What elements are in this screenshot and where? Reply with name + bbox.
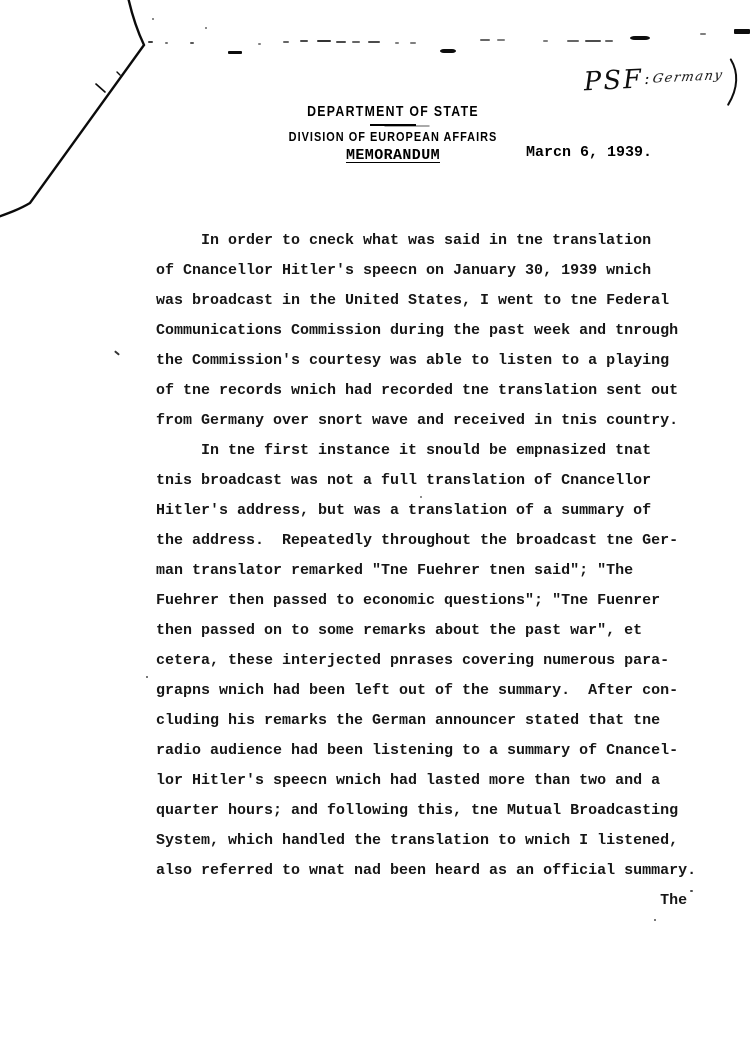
scan-speck [352, 41, 360, 43]
memo-line: tnis broadcast was not a full translation of Cnancellor [156, 472, 652, 489]
memo-line: the Commission's courtesy was able to listen to a playing [156, 352, 670, 369]
scan-speck [480, 39, 490, 41]
scan-speck [146, 676, 148, 678]
memo-line: lor Hitler's speecn wnich had lasted more than two and a [156, 772, 661, 789]
scan-speck [410, 42, 416, 44]
memo-line: cetera, these interjected pnrases covering numerous para- [156, 652, 670, 669]
memo-line: Fuehrer then passed to economic questions"; "Tne Fuenrer [156, 592, 661, 609]
scan-speck [258, 43, 261, 45]
scan-speck [395, 42, 399, 44]
memo-title-row [36, 146, 750, 168]
scan-speck [190, 42, 194, 44]
scan-speck [497, 39, 505, 41]
memo-line: Hitler's address, but was a translation of a summary of [156, 502, 652, 519]
scan-speck [228, 51, 242, 54]
memo-date: Marcn 6, 1939. [526, 144, 653, 161]
scan-speck [734, 29, 750, 34]
scan-speck [300, 40, 308, 42]
scan-speck [205, 27, 207, 29]
scan-speck [543, 40, 548, 42]
scan-speck [605, 40, 613, 42]
memo-body [156, 226, 716, 916]
scan-speck [114, 350, 120, 355]
memo-line: radio audience had been listening to a summary of Cnancel- [156, 742, 679, 759]
memo-line: of Cnancellor Hitler's speecn on January 30, 1939 wnich [156, 262, 652, 279]
memo-line: the address. Repeatedly throughout the broadcast tne Ger- [156, 532, 679, 549]
scan-speck [585, 40, 601, 42]
division-title: DIVISION OF EUROPEAN AFFAIRS [288, 129, 498, 144]
scan-speck [165, 42, 168, 44]
memo-line: In tne first instance it snould be empnasized tnat [156, 442, 652, 459]
scan-speck [368, 41, 380, 43]
memo-line: Communications Commission during the past week and tnrough [156, 322, 679, 339]
memo-line: cluding his remarks the German announcer stated that tne [156, 712, 661, 729]
department-title: DEPARTMENT OF STATE [307, 103, 479, 120]
memo-line: The [156, 892, 688, 909]
memo-line: grapns wnich had been left out of the summary. After con- [156, 682, 679, 699]
memo-line: from Germany over snort wave and received in tnis country. [156, 412, 679, 429]
scan-speck [440, 49, 456, 53]
handwritten-bracket [723, 58, 741, 107]
scan-speck [317, 40, 331, 42]
memo-line: then passed on to some remarks about the past war", et [156, 622, 643, 639]
scan-speck [152, 18, 154, 20]
scan-speck [654, 919, 656, 921]
scan-speck [336, 41, 346, 43]
memo-line: man translator remarked "Tne Fuehrer tnen said"; "The [156, 562, 634, 579]
scan-speck [700, 33, 706, 35]
scan-speck [567, 40, 579, 42]
annotation-word: Germany [651, 68, 725, 87]
annotation-psf: PSF [583, 64, 644, 98]
doc-type-label: MEMORANDUM [345, 147, 440, 164]
memo-line: In order to cneck what was said in tne translation [156, 232, 652, 249]
scan-speck [630, 36, 650, 40]
scan-speck [148, 41, 153, 43]
memo-line: of tne records wnich had recorded tne translation sent out [156, 382, 679, 399]
memo-line: also referred to wnat nad been heard as an official summary. [156, 862, 697, 879]
memo-line: System, which handled the translation to wnich I listened, [156, 832, 679, 849]
annotation-separator: : [643, 69, 650, 89]
scan-speck [283, 41, 289, 43]
memo-line: was broadcast in the United States, I went to tne Federal [156, 292, 670, 309]
memo-line: quarter hours; and following this, tne Mutual Broadcasting [156, 802, 679, 819]
letterhead [36, 103, 750, 168]
letterhead-rule [370, 124, 416, 126]
